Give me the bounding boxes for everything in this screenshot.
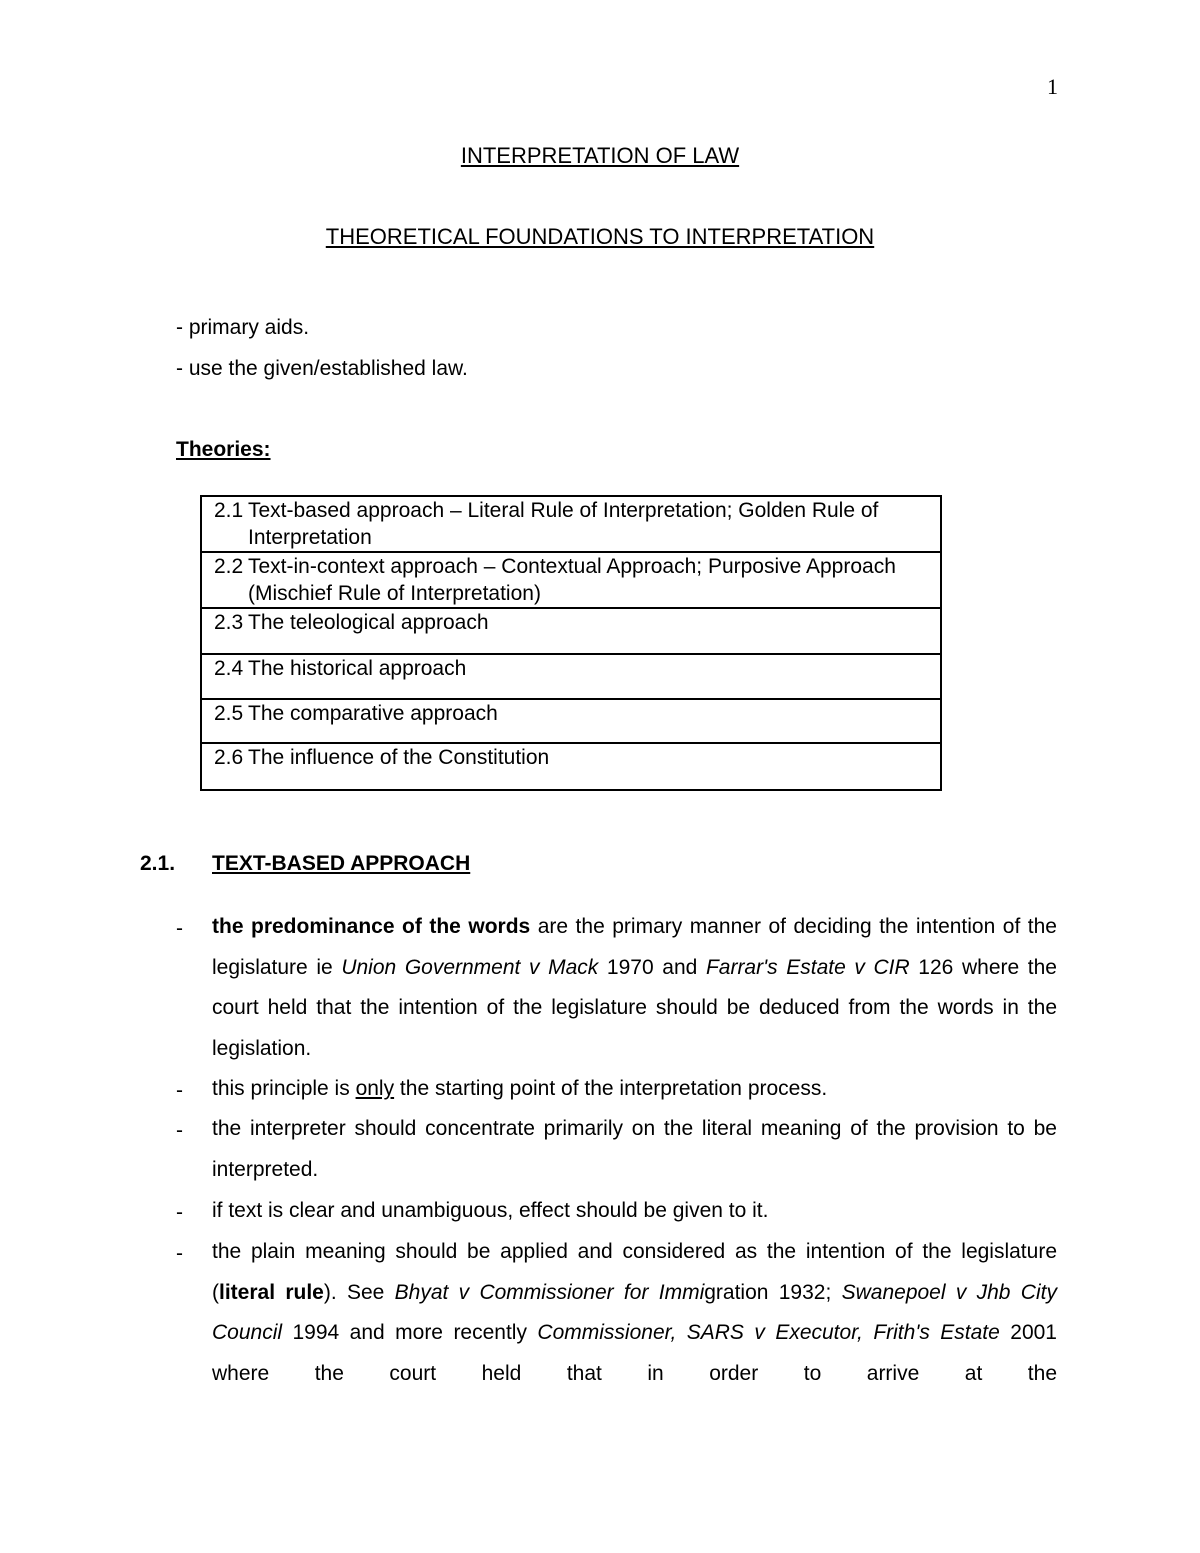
text-run: 1970 and <box>598 955 706 979</box>
bullet-paragraph-2 <box>212 1069 1057 1110</box>
bullet-paragraph-5 <box>212 1232 1057 1395</box>
theory-number: 2.3 <box>214 611 244 634</box>
case-citation: Union Government v Mack <box>341 955 599 979</box>
theory-number: 2.6 <box>214 746 244 769</box>
theory-text: The comparative approach <box>248 702 498 725</box>
intro-point-1: - primary aids. <box>176 316 310 339</box>
text-run: are the primary manner of deciding the intention of the legislature ie <box>212 915 1057 979</box>
text-run: the starting point of the interpretation process. <box>394 1077 828 1100</box>
theory-text: Text-in-context approach – Contextual Approach; Purposive Approach (Mischief Rule of Interpretation) <box>248 555 896 605</box>
table-row <box>201 552 941 608</box>
theories-label: Theories: <box>176 438 271 461</box>
theory-text: The teleological approach <box>248 611 489 634</box>
bullet-dash: - <box>176 1119 183 1142</box>
case-citation: Bhyat v Commissioner for Immi <box>394 1280 705 1304</box>
theory-number: 2.4 <box>214 657 244 680</box>
theory-text: Text-based approach – Literal Rule of Interpretation; Golden Rule of Interpretation <box>248 499 879 549</box>
theory-text: The influence of the Constitution <box>248 746 550 769</box>
bullet-dash: - <box>176 1201 183 1224</box>
text-run: this principle is <box>212 1077 356 1100</box>
table-row <box>201 699 941 743</box>
theory-number: 2.5 <box>214 702 244 725</box>
case-citation: Commissioner, SARS v Executor, Frith's Estate <box>537 1321 1000 1345</box>
text-run: gration <box>704 1280 769 1304</box>
document-title: INTERPRETATION OF LAW <box>460 143 740 168</box>
theory-number: 2.2 <box>214 555 244 578</box>
underlined-word: only <box>355 1077 395 1100</box>
page-number: 1 <box>1047 74 1058 99</box>
bullet-paragraph-4: if text is clear and unambiguous, effect should be given to it. <box>212 1199 769 1222</box>
bold-phrase: literal rule <box>219 1280 324 1304</box>
bullet-paragraph-1 <box>212 907 1057 1070</box>
theories-table <box>200 495 942 791</box>
table-row <box>201 743 941 790</box>
table-row <box>201 608 941 654</box>
intro-point-2: - use the given/established law. <box>176 357 468 380</box>
theory-text: The historical approach <box>248 657 467 680</box>
document-subtitle: THEORETICAL FOUNDATIONS TO INTERPRETATION <box>325 224 875 249</box>
table-row <box>201 496 941 552</box>
bullet-dash: - <box>176 1079 183 1102</box>
bullet-dash: - <box>176 917 183 940</box>
section-heading: TEXT-BASED APPROACH <box>212 852 471 875</box>
text-run: the plain meaning should be applied and considered as the intention of the legislature ( <box>212 1240 1057 1304</box>
bold-phrase: the predominance of the words <box>212 915 531 938</box>
theory-number: 2.1 <box>214 499 244 522</box>
text-run: ). See <box>323 1280 395 1304</box>
text-run: 1932; <box>768 1280 842 1304</box>
section-number: 2.1. <box>140 852 176 875</box>
table-row <box>201 654 941 699</box>
bullet-dash: - <box>176 1242 183 1265</box>
bullet-paragraph-3: the interpreter should concentrate primarily on the literal meaning of the provision to be interpreted. <box>212 1117 1057 1181</box>
case-citation: Swanepoel v Jhb City Council <box>212 1280 1057 1345</box>
text-run: 126 where the court held that the intention of the legislature should be deduced from the words in the legislation. <box>212 955 1057 1061</box>
text-run: 2001 where the court held that in order to arrive at the <box>212 1321 1057 1386</box>
text-run: 1994 and more recently <box>282 1321 538 1345</box>
case-citation: Farrar's Estate v CIR <box>705 955 910 979</box>
